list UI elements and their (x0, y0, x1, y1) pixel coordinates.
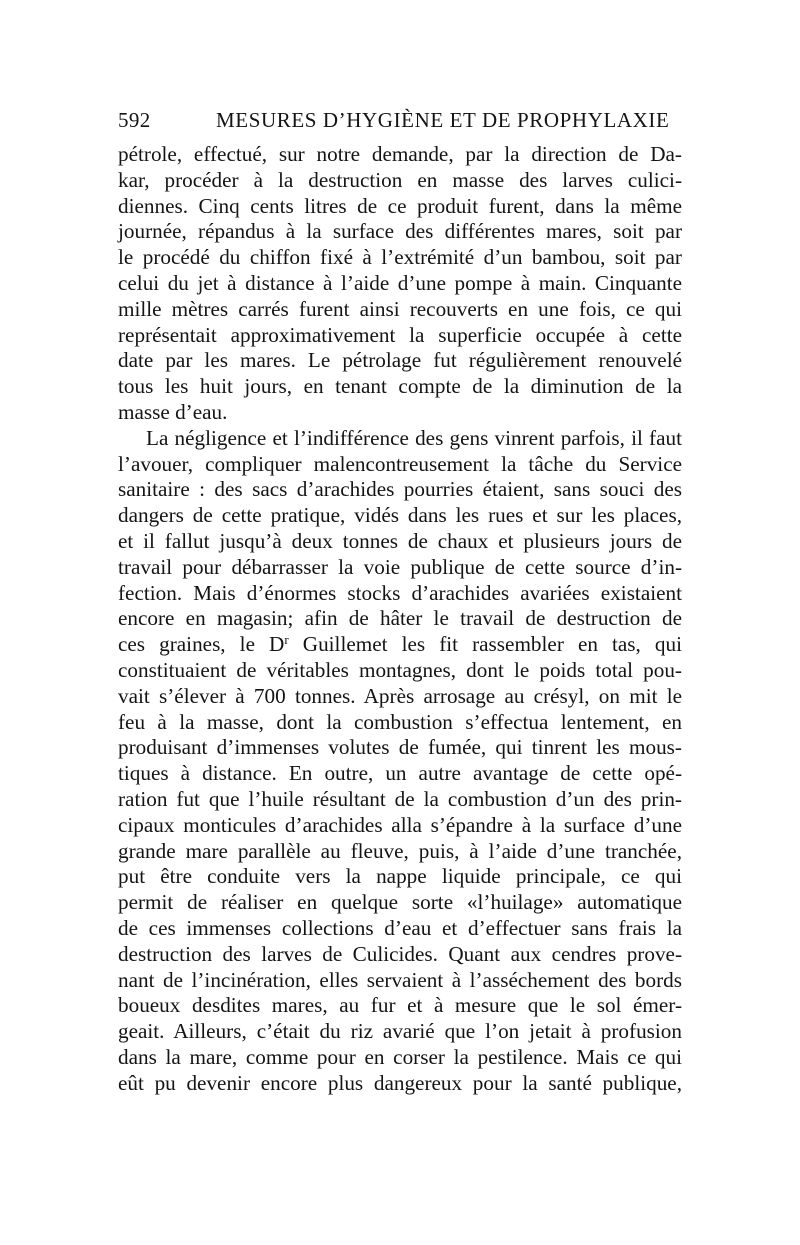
text-line: geait. Ailleurs, c’était du riz avarié que l’on jetait à profusion (118, 1019, 682, 1044)
line-segment: ces graines, le D (118, 632, 285, 657)
text-line: celui du jet à distance à l’aide d’une pompe à main. Cinquante (118, 270, 682, 295)
text-line: nant de l’incinération, elles servaient à l’asséchement des bords (118, 967, 682, 992)
running-title: MESURES D’HYGIÈNE ET DE PROPHYLAXIE (216, 108, 670, 132)
text-line: cipaux monticules d’arachides alla s’épandre à la surface d’une (118, 812, 682, 837)
text-line: diennes. Cinq cents litres de ce produit furent, dans la même (118, 193, 682, 218)
text-line: vait s’élever à 700 tonnes. Après arrosage au crésyl, on mit le (118, 683, 682, 708)
text-line: encore en magasin; afin de hâter le travail de destruction de (118, 606, 682, 631)
text-line: boueux desdites mares, au fur et à mesure que le sol émer- (118, 993, 682, 1018)
paragraph-first-line: La négligence et l’indifférence des gens vinrent parfois, il faut (146, 425, 682, 450)
page-number: 592 (118, 108, 151, 132)
line-segment: Guillemet les fit rassembler en tas, qui (288, 632, 683, 657)
text-line: et il fallut jusqu’à deux tonnes de chaux et plusieurs jours de (118, 528, 682, 553)
text-line: travail pour débarrasser la voie publique de cette source d’in- (118, 554, 682, 579)
text-line: date par les mares. Le pétrolage fut régulièrement renouvelé (118, 348, 682, 373)
text-line: pétrole, effectué, sur notre demande, par la direction de Da- (118, 142, 682, 166)
text-line: permit de réaliser en quelque sorte «l’huilage» automatique (118, 890, 682, 915)
text-line: mille mètres carrés furent ainsi recouverts en une fois, ce qui (118, 296, 682, 321)
text-line: journée, répandus à la surface des différentes mares, soit par (118, 219, 682, 244)
text-line-with-superscript (118, 632, 682, 658)
text-line: le procédé du chiffon fixé à l’extrémité d’un bambou, soit par (118, 245, 682, 270)
paragraph-last-line: masse d’eau. (118, 399, 228, 424)
text-line: feu à la masse, dont la combustion s’effectua lentement, en (118, 709, 682, 734)
text-line: sanitaire : des sacs d’arachides pourries étaient, sans souci des (118, 477, 682, 502)
text-line: tiques à distance. En outre, un autre avantage de cette opé- (118, 761, 682, 786)
text-line: ration fut que l’huile résultant de la combustion d’un des prin- (118, 786, 682, 811)
text-line: l’avouer, compliquer malencontreusement la tâche du Service (118, 451, 682, 476)
text-line: représentait approximativement la superficie occupée à cette (118, 322, 682, 347)
text-line: destruction des larves de Culicides. Quant aux cendres prove- (118, 941, 682, 966)
text-line: dangers de cette pratique, vidés dans les rues et sur les places, (118, 503, 682, 528)
body-text (118, 142, 682, 1096)
text-line: grande mare parallèle au fleuve, puis, à l’aide d’une tranchée, (118, 838, 682, 863)
text-line: eût pu devenir encore plus dangereux pour la santé publique, (118, 1070, 682, 1095)
text-line: tous les huit jours, en tenant compte de la diminution de la (118, 374, 682, 399)
text-line: dans la mare, comme pour en corser la pestilence. Mais ce qui (118, 1044, 682, 1069)
text-line: constituaient de véritables montagnes, dont le poids total pou- (118, 657, 682, 682)
text-line: produisant d’immenses volutes de fumée, qui tinrent les mous- (118, 735, 682, 760)
text-line: put être conduite vers la nappe liquide principale, ce qui (118, 864, 682, 889)
text-line: fection. Mais d’énormes stocks d’arachides avariées existaient (118, 580, 682, 605)
running-head (118, 108, 682, 138)
text-line: de ces immenses collections d’eau et d’effectuer sans frais la (118, 915, 682, 940)
text-line: kar, procéder à la destruction en masse des larves culici- (118, 167, 682, 192)
superscript: r (284, 632, 289, 648)
